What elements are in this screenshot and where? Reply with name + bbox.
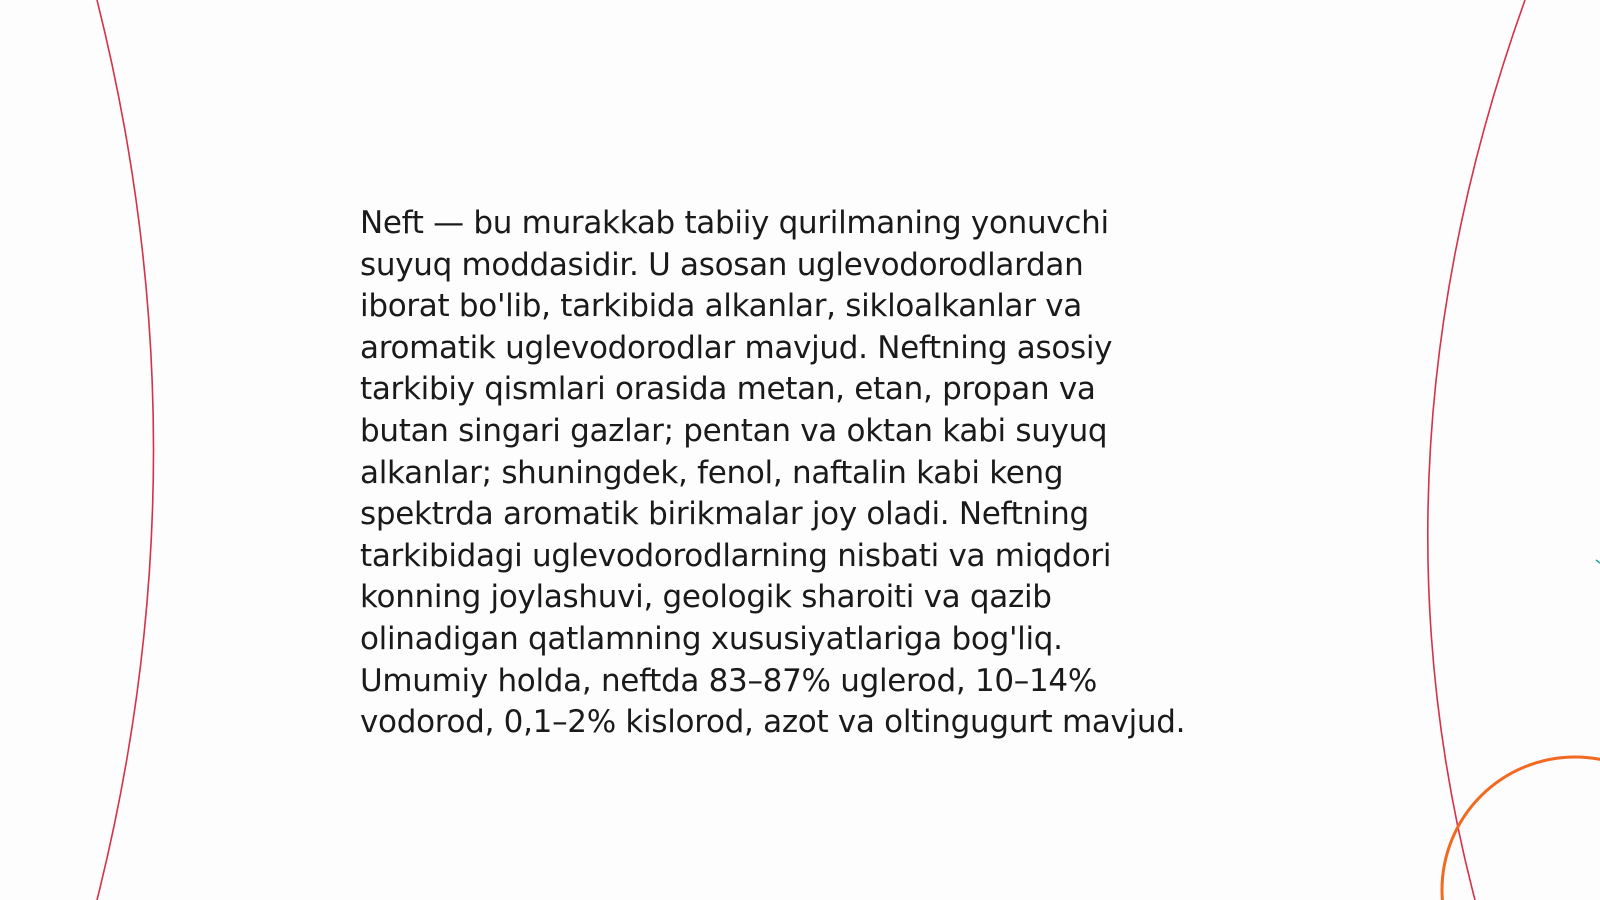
paragraph-line: spektrda aromatik birikmalar joy oladi. Neftning [360,496,1089,533]
paragraph-line: konning joylashuvi, geologik sharoiti va qazib [360,579,1052,616]
orange-circle-outline [1442,757,1600,900]
paragraph-line: alkanlar; shuningdek, fenol, naftalin kabi keng [360,454,1064,491]
left-arc-line [97,0,154,900]
paragraph-line: tarkibiy qismlari orasida metan, etan, propan va [360,371,1096,408]
paragraph-line: iborat bo'lib, tarkibida alkanlar, sikloalkanlar va [360,288,1082,325]
paragraph-line: suyuq moddasidir. U asosan uglevodorodlardan [360,246,1084,283]
paragraph-line: tarkibidagi uglevodorodlarning nisbati va miqdori [360,537,1112,574]
paragraph-line: Neft — bu murakkab tabiiy qurilmaning yonuvchi [360,205,1109,241]
right-arc-line [1428,0,1525,900]
teal-accent-mark [1596,560,1600,563]
paragraph-line: vodorod, 0,1–2% kislorod, azot va oltingugurt mavjud. [360,704,1186,741]
paragraph-line: Umumiy holda, neftda 83–87% uglerod, 10–14% [360,662,1098,699]
paragraph-line: olinadigan qatlamning xususiyatlariga bog'liq. [360,620,1063,657]
body-paragraph [360,203,1260,744]
paragraph-line: aromatik uglevodorodlar mavjud. Neftning asosiy [360,329,1113,366]
paragraph-line: butan singari gazlar; pentan va oktan kabi suyuq [360,412,1108,449]
